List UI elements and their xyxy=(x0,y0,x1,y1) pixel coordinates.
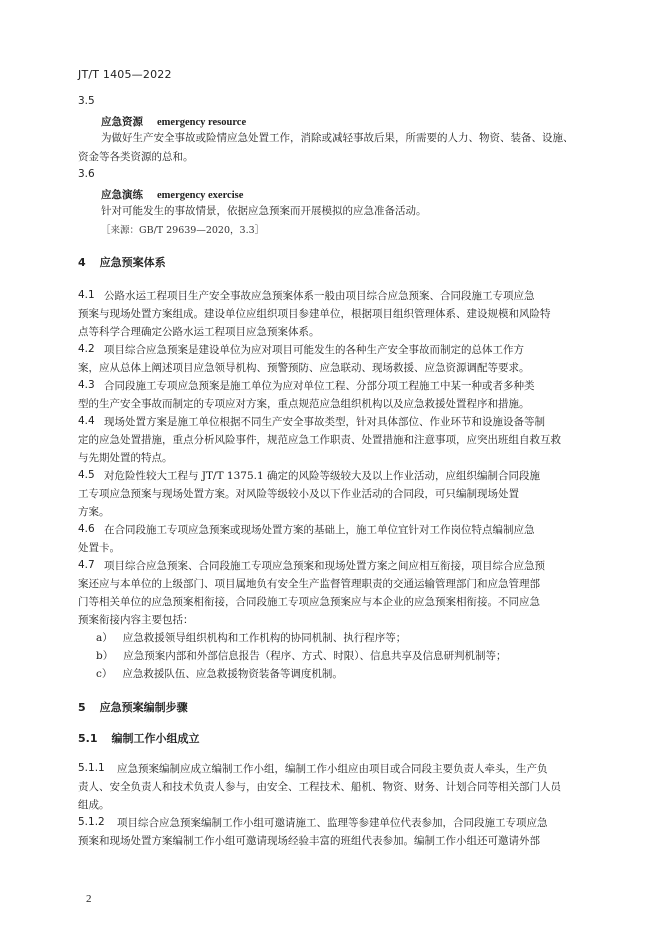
clause-line: 与先期处置的特点。 xyxy=(78,452,173,464)
clause-line: 预案和现场处置方案编制工作小组可邀请现场经验丰富的班组代表参加。编制工作小组还可邀请外部 xyxy=(78,835,540,847)
clause-number-3-5: 3.5 xyxy=(78,95,95,107)
term-emergency-exercise xyxy=(101,187,243,202)
clause-line: 案，应从总体上阐述项目应急领导机构、预警预防、应急联动、现场救援、应急资源调配等要求。 xyxy=(78,362,530,374)
clause-line: 定的应急处置措施，重点分析风险事件，规范应急工作职责、处置措施和注意事项，应突出班组自救互救 xyxy=(78,434,561,446)
clause-line: 现场处置方案是施工单位根据不同生产安全事故类型，针对具体部位、作业环节和设施设备等制 xyxy=(104,416,545,428)
clause-line: 合同段施工专项应急预案是施工单位为应对单位工程、分部分项工程施工中某一种或者多种类 xyxy=(104,380,535,392)
section-number: 5 xyxy=(78,701,86,714)
list-text: 应急救援队伍、应急救援物资装备等调度机制。 xyxy=(122,668,343,680)
clause-number: 5.1.2 xyxy=(78,816,105,828)
clause-line: 组成。 xyxy=(78,799,110,811)
section-heading-4 xyxy=(78,254,166,270)
clause-number-3-6: 3.6 xyxy=(78,168,95,180)
list-item xyxy=(96,649,506,663)
clause-line: 方案。 xyxy=(78,506,110,518)
term-en: emergency resource xyxy=(157,117,247,128)
section-number: 4 xyxy=(78,256,86,269)
definition-line: 为做好生产安全事故或险情应急处置工作，消除或减轻事故后果，所需要的人力、物资、装备、设施、 xyxy=(101,132,574,144)
clause-number: 4.4 xyxy=(78,415,95,427)
clause-number: 4.5 xyxy=(78,469,95,481)
clause-line: 预案与现场处置方案组成。建设单位应组织项目参建单位，根据项目组织管理体系、建设规模和风险特 xyxy=(78,308,551,320)
clause-number: 4.2 xyxy=(78,343,95,355)
section-title: 应急预案编制步骤 xyxy=(99,701,188,714)
clause-line: 预案衔接内容主要包括： xyxy=(78,614,194,626)
standard-code-header: JT/T 1405—2022 xyxy=(78,68,172,81)
clause-line: 在合同段施工专项应急预案或现场处置方案的基础上，施工单位宜针对工作岗位特点编制应急 xyxy=(104,524,535,536)
clause-number: 4.7 xyxy=(78,559,95,571)
clause-line: 型的生产安全事故而制定的专项应对方案，重点规范应急组织机构以及应急救援处置程序和措施。 xyxy=(78,398,530,410)
list-marker: c） xyxy=(96,668,113,680)
page-number: 2 xyxy=(86,893,92,905)
clause-line: 项目综合应急预案编制工作小组可邀请施工、监理等参建单位代表参加，合同段施工专项应急 xyxy=(117,817,548,829)
subsection-number: 5.1 xyxy=(78,732,98,745)
list-text: 应急预案内部和外部信息报告（程序、方式、时限）、信息共享及信息研判机制等； xyxy=(123,650,507,662)
term-emergency-resource xyxy=(101,114,246,129)
clause-number: 4.3 xyxy=(78,379,95,391)
clause-line: 项目综合应急预案是建设单位为应对项目可能发生的各种生产安全事故而制定的总体工作方 xyxy=(104,344,524,356)
clause-line: 应急预案编制应成立编制工作小组，编制工作小组应由项目或合同段主要负责人牵头，生产负 xyxy=(117,763,548,775)
clause-number: 4.1 xyxy=(78,289,95,301)
clause-line: 门等相关单位的应急预案相衔接，合同段施工专项应急预案应与本企业的应急预案相衔接。不同应急 xyxy=(78,596,540,608)
list-text: 应急救援领导组织机构和工作机构的协同机制、执行程序等； xyxy=(122,632,407,644)
source-reference: ［来源：GB/T 29639—2020，3.3］ xyxy=(101,225,265,236)
clause-number: 5.1.1 xyxy=(78,762,105,774)
clause-line: 处置卡。 xyxy=(78,542,120,554)
term-cn: 应急资源 xyxy=(101,116,143,128)
clause-line: 公路水运工程项目生产安全事故应急预案体系一般由项目综合应急预案、合同段施工专项应急 xyxy=(104,290,535,302)
subsection-title: 编制工作小组成立 xyxy=(111,732,200,745)
clause-line: 责人、安全负责人和技术负责人参与，由安全、工程技术、船机、物资、财务、计划合同等相关部门人员 xyxy=(78,781,561,793)
list-item xyxy=(96,631,406,645)
section-title: 应急预案体系 xyxy=(99,256,166,269)
term-cn: 应急演练 xyxy=(101,189,143,201)
list-item xyxy=(96,667,343,681)
definition-line: 针对可能发生的事故情景，依据应急预案而开展模拟的应急准备活动。 xyxy=(101,205,427,217)
list-marker: a） xyxy=(96,632,113,644)
definition-line: 资金等各类资源的总和。 xyxy=(78,151,194,163)
subsection-heading-5-1 xyxy=(78,730,200,746)
section-heading-5 xyxy=(78,699,188,715)
term-en: emergency exercise xyxy=(157,190,244,201)
clause-number: 4.6 xyxy=(78,523,95,535)
clause-line: 项目综合应急预案、合同段施工专项应急预案和现场处置方案之间应相互衔接，项目综合应急预 xyxy=(104,560,545,572)
list-marker: b） xyxy=(96,650,114,662)
clause-line: 对危险性较大工程与 JT/T 1375.1 确定的风险等级较大及以上作业活动，应组织编制合同段施 xyxy=(104,470,541,482)
clause-line: 点等科学合理确定公路水运工程项目应急预案体系。 xyxy=(78,326,320,338)
clause-line: 工专项应急预案与现场处置方案。对风险等级较小及以下作业活动的合同段，可只编制现场处置 xyxy=(78,488,519,500)
clause-line: 案还应与本单位的上级部门、项目属地负有安全生产监督管理职责的交通运输管理部门和应急管理部 xyxy=(78,578,540,590)
